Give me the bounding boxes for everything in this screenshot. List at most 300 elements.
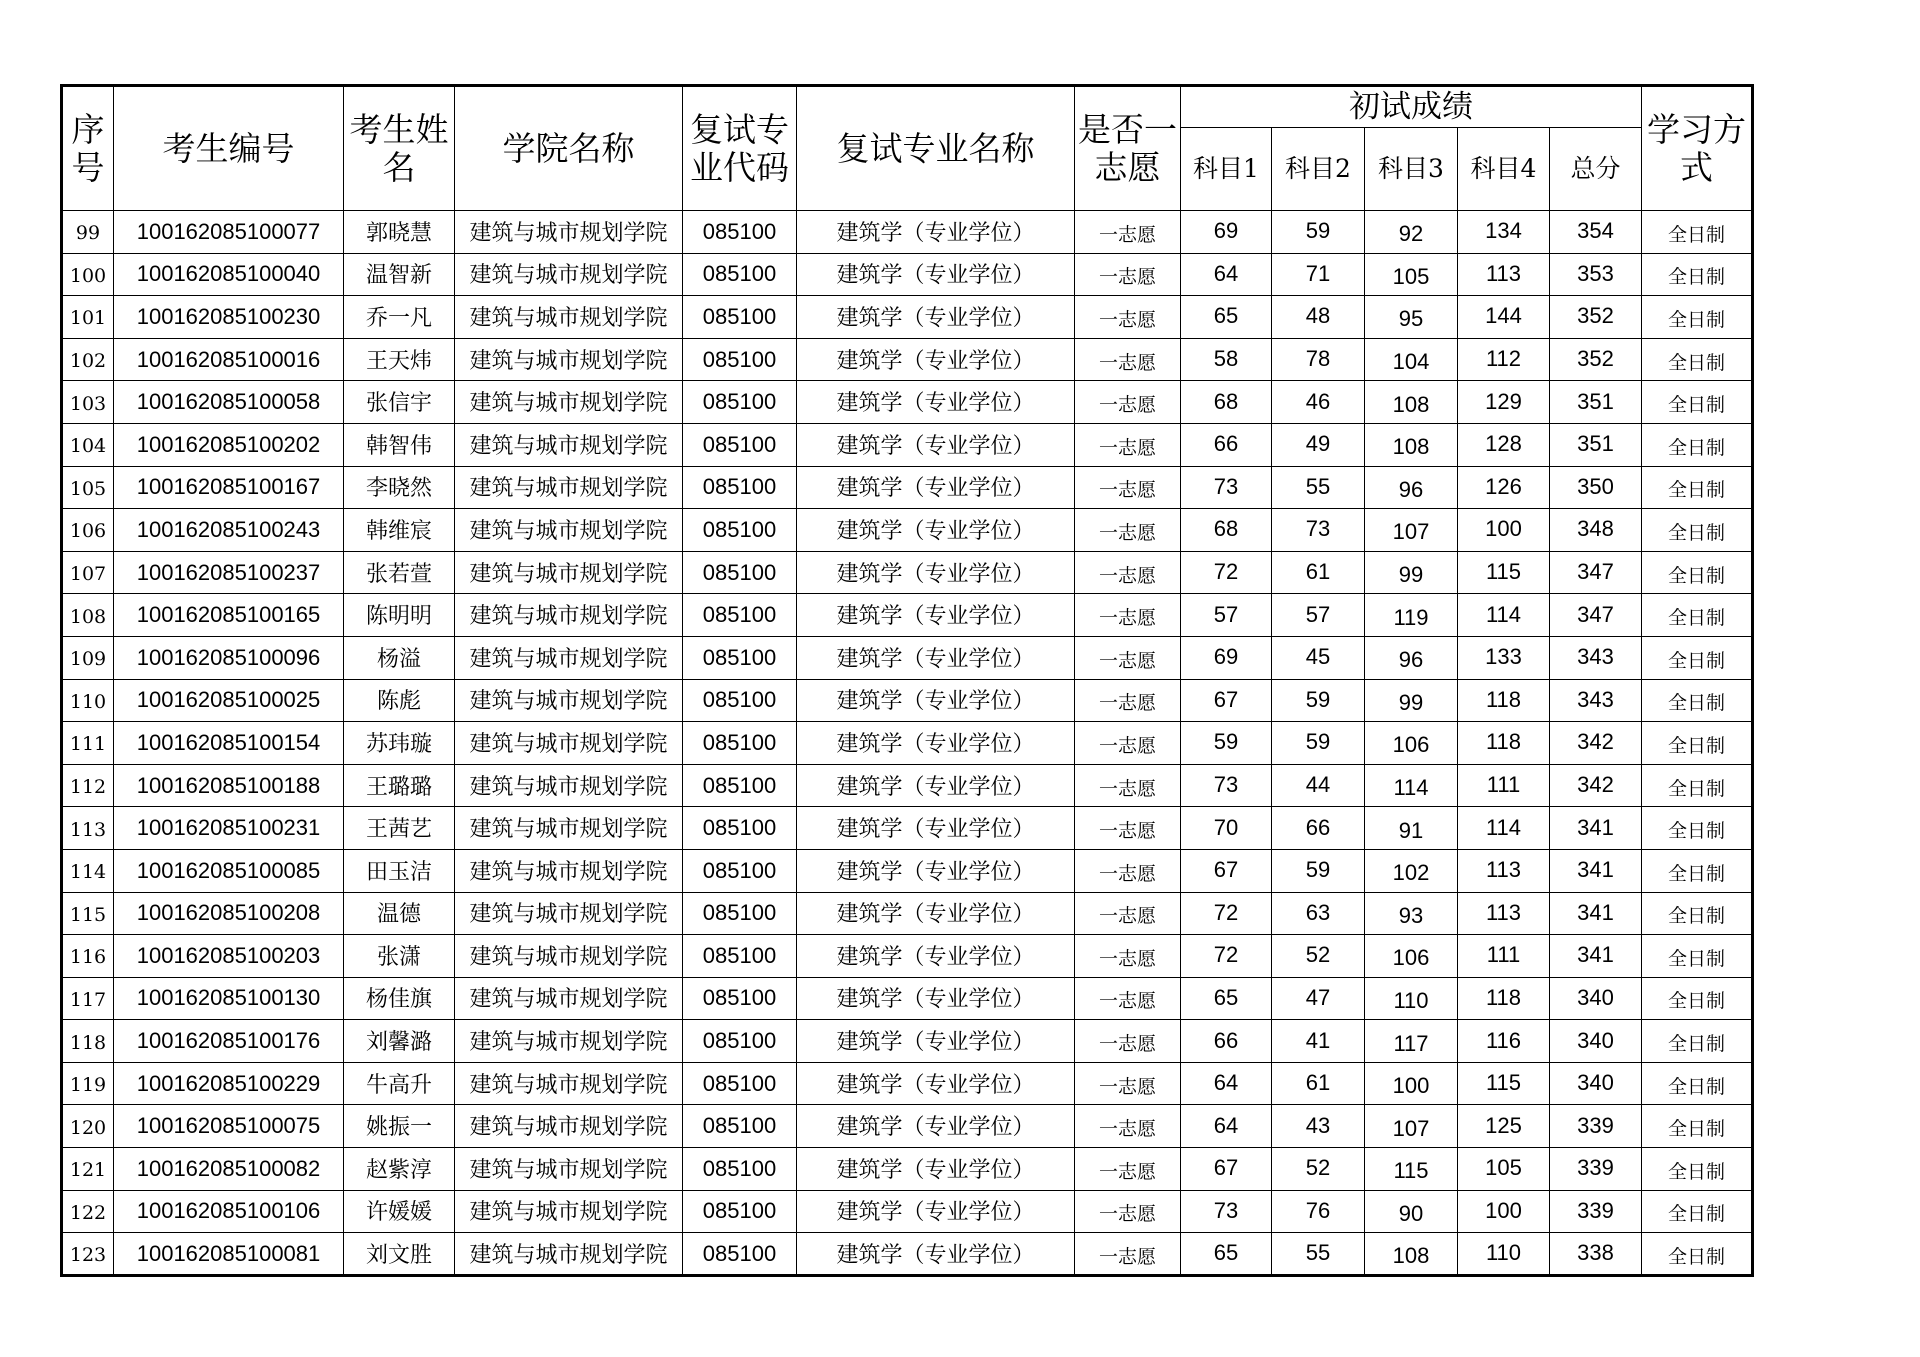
cell-major-name: 建筑学（专业学位） <box>797 1190 1075 1233</box>
cell-subject2: 41 <box>1272 1020 1365 1063</box>
cell-college: 建筑与城市规划学院 <box>455 423 683 466</box>
cell-college: 建筑与城市规划学院 <box>455 551 683 594</box>
header-total: 总分 <box>1550 128 1642 211</box>
cell-college: 建筑与城市规划学院 <box>455 807 683 850</box>
cell-subject1: 65 <box>1181 977 1272 1020</box>
cell-subject3: 90 <box>1365 1190 1458 1233</box>
cell-major-name: 建筑学（专业学位） <box>797 722 1075 765</box>
cell-college: 建筑与城市规划学院 <box>455 211 683 254</box>
cell-first-choice: 一志愿 <box>1075 253 1181 296</box>
cell-college: 建筑与城市规划学院 <box>455 253 683 296</box>
cell-subject4: 112 <box>1458 338 1550 381</box>
cell-subject1: 67 <box>1181 679 1272 722</box>
cell-candidate-id: 100162085100025 <box>114 679 344 722</box>
cell-candidate-id: 100162085100040 <box>114 253 344 296</box>
cell-subject2: 48 <box>1272 296 1365 339</box>
cell-major-code: 085100 <box>683 296 797 339</box>
cell-study-mode: 全日制 <box>1642 1062 1753 1105</box>
cell-candidate-id: 100162085100016 <box>114 338 344 381</box>
table-row <box>62 722 1753 765</box>
cell-study-mode: 全日制 <box>1642 935 1753 978</box>
cell-college: 建筑与城市规划学院 <box>455 1233 683 1276</box>
cell-major-name: 建筑学（专业学位） <box>797 636 1075 679</box>
cell-name: 张若萱 <box>344 551 455 594</box>
cell-total: 351 <box>1550 423 1642 466</box>
cell-college: 建筑与城市规划学院 <box>455 977 683 1020</box>
cell-subject2: 49 <box>1272 423 1365 466</box>
header-major-code: 复试专业代码 <box>683 86 797 211</box>
cell-subject2: 59 <box>1272 211 1365 254</box>
cell-study-mode: 全日制 <box>1642 892 1753 935</box>
cell-study-mode: 全日制 <box>1642 849 1753 892</box>
cell-major-name: 建筑学（专业学位） <box>797 551 1075 594</box>
cell-subject3: 119 <box>1365 594 1458 637</box>
cell-subject2: 57 <box>1272 594 1365 637</box>
cell-study-mode: 全日制 <box>1642 636 1753 679</box>
cell-college: 建筑与城市规划学院 <box>455 1148 683 1191</box>
cell-total: 341 <box>1550 935 1642 978</box>
cell-subject4: 126 <box>1458 466 1550 509</box>
cell-subject1: 67 <box>1181 849 1272 892</box>
cell-seq: 110 <box>62 679 114 722</box>
cell-subject4: 128 <box>1458 423 1550 466</box>
cell-candidate-id: 100162085100208 <box>114 892 344 935</box>
header-subject3: 科目3 <box>1365 128 1458 211</box>
cell-subject1: 66 <box>1181 423 1272 466</box>
cell-total: 340 <box>1550 1020 1642 1063</box>
cell-name: 许媛媛 <box>344 1190 455 1233</box>
table-row <box>62 764 1753 807</box>
cell-first-choice: 一志愿 <box>1075 211 1181 254</box>
cell-first-choice: 一志愿 <box>1075 594 1181 637</box>
cell-candidate-id: 100162085100130 <box>114 977 344 1020</box>
cell-name: 乔一凡 <box>344 296 455 339</box>
cell-subject2: 66 <box>1272 807 1365 850</box>
header-major-name: 复试专业名称 <box>797 86 1075 211</box>
cell-seq: 120 <box>62 1105 114 1148</box>
cell-total: 339 <box>1550 1190 1642 1233</box>
cell-subject4: 144 <box>1458 296 1550 339</box>
cell-subject1: 64 <box>1181 1062 1272 1105</box>
cell-major-code: 085100 <box>683 509 797 552</box>
cell-seq: 108 <box>62 594 114 637</box>
table-row <box>62 381 1753 424</box>
cell-first-choice: 一志愿 <box>1075 977 1181 1020</box>
table-row <box>62 977 1753 1020</box>
cell-subject1: 72 <box>1181 551 1272 594</box>
cell-subject2: 73 <box>1272 509 1365 552</box>
cell-subject3: 104 <box>1365 338 1458 381</box>
cell-candidate-id: 100162085100230 <box>114 296 344 339</box>
cell-subject2: 55 <box>1272 466 1365 509</box>
cell-name: 温智新 <box>344 253 455 296</box>
cell-total: 342 <box>1550 764 1642 807</box>
cell-major-name: 建筑学（专业学位） <box>797 977 1075 1020</box>
cell-subject1: 73 <box>1181 764 1272 807</box>
cell-subject3: 108 <box>1365 1233 1458 1276</box>
cell-study-mode: 全日制 <box>1642 764 1753 807</box>
table-row <box>62 849 1753 892</box>
cell-major-code: 085100 <box>683 551 797 594</box>
cell-subject1: 65 <box>1181 1233 1272 1276</box>
cell-subject1: 59 <box>1181 722 1272 765</box>
cell-major-code: 085100 <box>683 466 797 509</box>
cell-college: 建筑与城市规划学院 <box>455 338 683 381</box>
cell-major-name: 建筑学（专业学位） <box>797 807 1075 850</box>
cell-first-choice: 一志愿 <box>1075 381 1181 424</box>
cell-candidate-id: 100162085100176 <box>114 1020 344 1063</box>
cell-subject3: 107 <box>1365 509 1458 552</box>
cell-subject3: 96 <box>1365 466 1458 509</box>
header-first-choice: 是否一志愿 <box>1075 86 1181 211</box>
cell-subject2: 59 <box>1272 679 1365 722</box>
cell-name: 姚振一 <box>344 1105 455 1148</box>
cell-name: 王璐璐 <box>344 764 455 807</box>
cell-seq: 101 <box>62 296 114 339</box>
cell-subject4: 113 <box>1458 253 1550 296</box>
cell-subject2: 59 <box>1272 849 1365 892</box>
cell-name: 牛高升 <box>344 1062 455 1105</box>
table-row <box>62 1020 1753 1063</box>
cell-first-choice: 一志愿 <box>1075 764 1181 807</box>
cell-total: 352 <box>1550 338 1642 381</box>
cell-major-code: 085100 <box>683 253 797 296</box>
cell-major-code: 085100 <box>683 211 797 254</box>
cell-subject1: 72 <box>1181 892 1272 935</box>
cell-major-code: 085100 <box>683 977 797 1020</box>
cell-subject2: 76 <box>1272 1190 1365 1233</box>
cell-major-name: 建筑学（专业学位） <box>797 423 1075 466</box>
cell-seq: 107 <box>62 551 114 594</box>
table-row <box>62 296 1753 339</box>
cell-subject3: 99 <box>1365 551 1458 594</box>
cell-study-mode: 全日制 <box>1642 1020 1753 1063</box>
cell-total: 341 <box>1550 849 1642 892</box>
cell-major-code: 085100 <box>683 764 797 807</box>
cell-college: 建筑与城市规划学院 <box>455 296 683 339</box>
cell-name: 刘馨潞 <box>344 1020 455 1063</box>
table-row <box>62 807 1753 850</box>
table-row <box>62 1190 1753 1233</box>
header-college: 学院名称 <box>455 86 683 211</box>
cell-subject4: 133 <box>1458 636 1550 679</box>
cell-total: 343 <box>1550 679 1642 722</box>
cell-study-mode: 全日制 <box>1642 338 1753 381</box>
cell-first-choice: 一志愿 <box>1075 1062 1181 1105</box>
cell-subject4: 110 <box>1458 1233 1550 1276</box>
cell-major-name: 建筑学（专业学位） <box>797 381 1075 424</box>
cell-major-code: 085100 <box>683 1190 797 1233</box>
table-header <box>62 86 1753 211</box>
cell-subject4: 118 <box>1458 722 1550 765</box>
cell-total: 350 <box>1550 466 1642 509</box>
cell-college: 建筑与城市规划学院 <box>455 1062 683 1105</box>
cell-major-code: 085100 <box>683 807 797 850</box>
cell-college: 建筑与城市规划学院 <box>455 935 683 978</box>
cell-total: 339 <box>1550 1105 1642 1148</box>
cell-subject3: 117 <box>1365 1020 1458 1063</box>
cell-seq: 123 <box>62 1233 114 1276</box>
cell-major-code: 085100 <box>683 338 797 381</box>
cell-major-name: 建筑学（专业学位） <box>797 935 1075 978</box>
cell-major-code: 085100 <box>683 722 797 765</box>
cell-first-choice: 一志愿 <box>1075 1020 1181 1063</box>
cell-college: 建筑与城市规划学院 <box>455 849 683 892</box>
cell-subject1: 73 <box>1181 466 1272 509</box>
cell-name: 韩维宸 <box>344 509 455 552</box>
cell-total: 347 <box>1550 594 1642 637</box>
cell-subject2: 52 <box>1272 935 1365 978</box>
cell-major-code: 085100 <box>683 1020 797 1063</box>
cell-subject3: 114 <box>1365 764 1458 807</box>
cell-total: 353 <box>1550 253 1642 296</box>
cell-seq: 104 <box>62 423 114 466</box>
cell-seq: 118 <box>62 1020 114 1063</box>
cell-seq: 100 <box>62 253 114 296</box>
cell-total: 352 <box>1550 296 1642 339</box>
cell-subject2: 52 <box>1272 1148 1365 1191</box>
table-row <box>62 253 1753 296</box>
cell-candidate-id: 100162085100203 <box>114 935 344 978</box>
cell-subject3: 108 <box>1365 423 1458 466</box>
cell-first-choice: 一志愿 <box>1075 509 1181 552</box>
cell-subject2: 44 <box>1272 764 1365 807</box>
cell-candidate-id: 100162085100237 <box>114 551 344 594</box>
cell-subject3: 92 <box>1365 211 1458 254</box>
cell-subject3: 108 <box>1365 381 1458 424</box>
cell-seq: 115 <box>62 892 114 935</box>
cell-candidate-id: 100162085100058 <box>114 381 344 424</box>
cell-total: 338 <box>1550 1233 1642 1276</box>
cell-candidate-id: 100162085100154 <box>114 722 344 765</box>
cell-subject3: 106 <box>1365 935 1458 978</box>
cell-seq: 106 <box>62 509 114 552</box>
cell-major-name: 建筑学（专业学位） <box>797 211 1075 254</box>
cell-major-code: 085100 <box>683 594 797 637</box>
cell-first-choice: 一志愿 <box>1075 935 1181 978</box>
cell-subject3: 106 <box>1365 722 1458 765</box>
cell-study-mode: 全日制 <box>1642 679 1753 722</box>
cell-subject2: 43 <box>1272 1105 1365 1148</box>
cell-seq: 117 <box>62 977 114 1020</box>
cell-candidate-id: 100162085100075 <box>114 1105 344 1148</box>
cell-subject2: 61 <box>1272 1062 1365 1105</box>
cell-study-mode: 全日制 <box>1642 722 1753 765</box>
cell-candidate-id: 100162085100165 <box>114 594 344 637</box>
cell-candidate-id: 100162085100167 <box>114 466 344 509</box>
cell-subject4: 134 <box>1458 211 1550 254</box>
cell-name: 陈明明 <box>344 594 455 637</box>
cell-subject2: 61 <box>1272 551 1365 594</box>
cell-first-choice: 一志愿 <box>1075 466 1181 509</box>
cell-subject1: 68 <box>1181 381 1272 424</box>
cell-name: 王茜艺 <box>344 807 455 850</box>
cell-subject4: 116 <box>1458 1020 1550 1063</box>
table-row <box>62 1233 1753 1276</box>
table-row <box>62 423 1753 466</box>
cell-seq: 111 <box>62 722 114 765</box>
cell-subject1: 64 <box>1181 253 1272 296</box>
cell-first-choice: 一志愿 <box>1075 296 1181 339</box>
cell-subject3: 96 <box>1365 636 1458 679</box>
cell-subject1: 70 <box>1181 807 1272 850</box>
header-study-mode: 学习方式 <box>1642 86 1753 211</box>
cell-first-choice: 一志愿 <box>1075 636 1181 679</box>
cell-subject3: 93 <box>1365 892 1458 935</box>
cell-name: 杨佳旗 <box>344 977 455 1020</box>
cell-first-choice: 一志愿 <box>1075 807 1181 850</box>
cell-candidate-id: 100162085100085 <box>114 849 344 892</box>
cell-subject1: 65 <box>1181 296 1272 339</box>
cell-subject4: 129 <box>1458 381 1550 424</box>
cell-college: 建筑与城市规划学院 <box>455 764 683 807</box>
cell-subject4: 115 <box>1458 1062 1550 1105</box>
cell-subject4: 114 <box>1458 807 1550 850</box>
cell-major-code: 085100 <box>683 1233 797 1276</box>
cell-subject4: 118 <box>1458 679 1550 722</box>
cell-subject4: 100 <box>1458 509 1550 552</box>
cell-college: 建筑与城市规划学院 <box>455 636 683 679</box>
cell-subject1: 66 <box>1181 1020 1272 1063</box>
cell-name: 张信宇 <box>344 381 455 424</box>
cell-candidate-id: 100162085100243 <box>114 509 344 552</box>
cell-seq: 113 <box>62 807 114 850</box>
cell-major-code: 085100 <box>683 636 797 679</box>
cell-subject4: 113 <box>1458 892 1550 935</box>
cell-major-code: 085100 <box>683 892 797 935</box>
cell-first-choice: 一志愿 <box>1075 1190 1181 1233</box>
cell-seq: 112 <box>62 764 114 807</box>
cell-total: 343 <box>1550 636 1642 679</box>
cell-subject3: 105 <box>1365 253 1458 296</box>
cell-major-name: 建筑学（专业学位） <box>797 1105 1075 1148</box>
table-body <box>62 211 1753 1276</box>
cell-study-mode: 全日制 <box>1642 1233 1753 1276</box>
cell-college: 建筑与城市规划学院 <box>455 466 683 509</box>
table-row <box>62 636 1753 679</box>
cell-seq: 99 <box>62 211 114 254</box>
cell-major-name: 建筑学（专业学位） <box>797 594 1075 637</box>
cell-total: 341 <box>1550 807 1642 850</box>
cell-subject4: 111 <box>1458 935 1550 978</box>
cell-name: 赵紫淳 <box>344 1148 455 1191</box>
cell-major-name: 建筑学（专业学位） <box>797 849 1075 892</box>
cell-study-mode: 全日制 <box>1642 509 1753 552</box>
cell-study-mode: 全日制 <box>1642 1105 1753 1148</box>
cell-candidate-id: 100162085100229 <box>114 1062 344 1105</box>
cell-major-name: 建筑学（专业学位） <box>797 1020 1075 1063</box>
cell-major-code: 085100 <box>683 423 797 466</box>
cell-name: 王天炜 <box>344 338 455 381</box>
cell-subject3: 107 <box>1365 1105 1458 1148</box>
cell-major-name: 建筑学（专业学位） <box>797 338 1075 381</box>
cell-study-mode: 全日制 <box>1642 807 1753 850</box>
cell-college: 建筑与城市规划学院 <box>455 679 683 722</box>
cell-college: 建筑与城市规划学院 <box>455 594 683 637</box>
header-subject1: 科目1 <box>1181 128 1272 211</box>
table-row <box>62 466 1753 509</box>
cell-candidate-id: 100162085100096 <box>114 636 344 679</box>
cell-major-code: 085100 <box>683 1062 797 1105</box>
cell-seq: 105 <box>62 466 114 509</box>
score-table <box>60 84 1754 1277</box>
cell-name: 李晓然 <box>344 466 455 509</box>
cell-college: 建筑与城市规划学院 <box>455 1105 683 1148</box>
cell-name: 韩智伟 <box>344 423 455 466</box>
cell-seq: 103 <box>62 381 114 424</box>
cell-subject1: 64 <box>1181 1105 1272 1148</box>
table-row <box>62 211 1753 254</box>
cell-total: 342 <box>1550 722 1642 765</box>
cell-study-mode: 全日制 <box>1642 977 1753 1020</box>
cell-subject1: 67 <box>1181 1148 1272 1191</box>
cell-seq: 114 <box>62 849 114 892</box>
cell-candidate-id: 100162085100106 <box>114 1190 344 1233</box>
cell-name: 陈彪 <box>344 679 455 722</box>
cell-study-mode: 全日制 <box>1642 296 1753 339</box>
cell-major-name: 建筑学（专业学位） <box>797 1148 1075 1191</box>
cell-subject2: 46 <box>1272 381 1365 424</box>
cell-subject2: 47 <box>1272 977 1365 1020</box>
cell-first-choice: 一志愿 <box>1075 892 1181 935</box>
cell-major-name: 建筑学（专业学位） <box>797 764 1075 807</box>
cell-total: 354 <box>1550 211 1642 254</box>
cell-college: 建筑与城市规划学院 <box>455 381 683 424</box>
cell-major-name: 建筑学（专业学位） <box>797 296 1075 339</box>
cell-subject4: 114 <box>1458 594 1550 637</box>
cell-first-choice: 一志愿 <box>1075 679 1181 722</box>
cell-college: 建筑与城市规划学院 <box>455 722 683 765</box>
table-row <box>62 509 1753 552</box>
cell-total: 341 <box>1550 892 1642 935</box>
cell-study-mode: 全日制 <box>1642 594 1753 637</box>
cell-first-choice: 一志愿 <box>1075 849 1181 892</box>
cell-major-name: 建筑学（专业学位） <box>797 892 1075 935</box>
cell-major-code: 085100 <box>683 381 797 424</box>
cell-subject3: 102 <box>1365 849 1458 892</box>
cell-candidate-id: 100162085100231 <box>114 807 344 850</box>
cell-name: 杨溢 <box>344 636 455 679</box>
cell-total: 351 <box>1550 381 1642 424</box>
cell-total: 347 <box>1550 551 1642 594</box>
cell-study-mode: 全日制 <box>1642 1148 1753 1191</box>
cell-major-code: 085100 <box>683 849 797 892</box>
cell-name: 张潇 <box>344 935 455 978</box>
header-scores-group: 初试成绩 <box>1181 86 1642 128</box>
cell-first-choice: 一志愿 <box>1075 722 1181 765</box>
cell-subject4: 115 <box>1458 551 1550 594</box>
cell-first-choice: 一志愿 <box>1075 1105 1181 1148</box>
cell-major-code: 085100 <box>683 679 797 722</box>
cell-major-name: 建筑学（专业学位） <box>797 1233 1075 1276</box>
cell-name: 温德 <box>344 892 455 935</box>
header-subject4: 科目4 <box>1458 128 1550 211</box>
table-row <box>62 594 1753 637</box>
cell-seq: 116 <box>62 935 114 978</box>
header-candidate-id: 考生编号 <box>114 86 344 211</box>
cell-total: 340 <box>1550 1062 1642 1105</box>
cell-college: 建筑与城市规划学院 <box>455 1190 683 1233</box>
table-row <box>62 679 1753 722</box>
cell-subject1: 69 <box>1181 636 1272 679</box>
cell-name: 苏玮璇 <box>344 722 455 765</box>
cell-subject1: 57 <box>1181 594 1272 637</box>
table-row <box>62 1062 1753 1105</box>
cell-major-code: 085100 <box>683 1148 797 1191</box>
cell-subject3: 110 <box>1365 977 1458 1020</box>
cell-study-mode: 全日制 <box>1642 253 1753 296</box>
cell-first-choice: 一志愿 <box>1075 551 1181 594</box>
